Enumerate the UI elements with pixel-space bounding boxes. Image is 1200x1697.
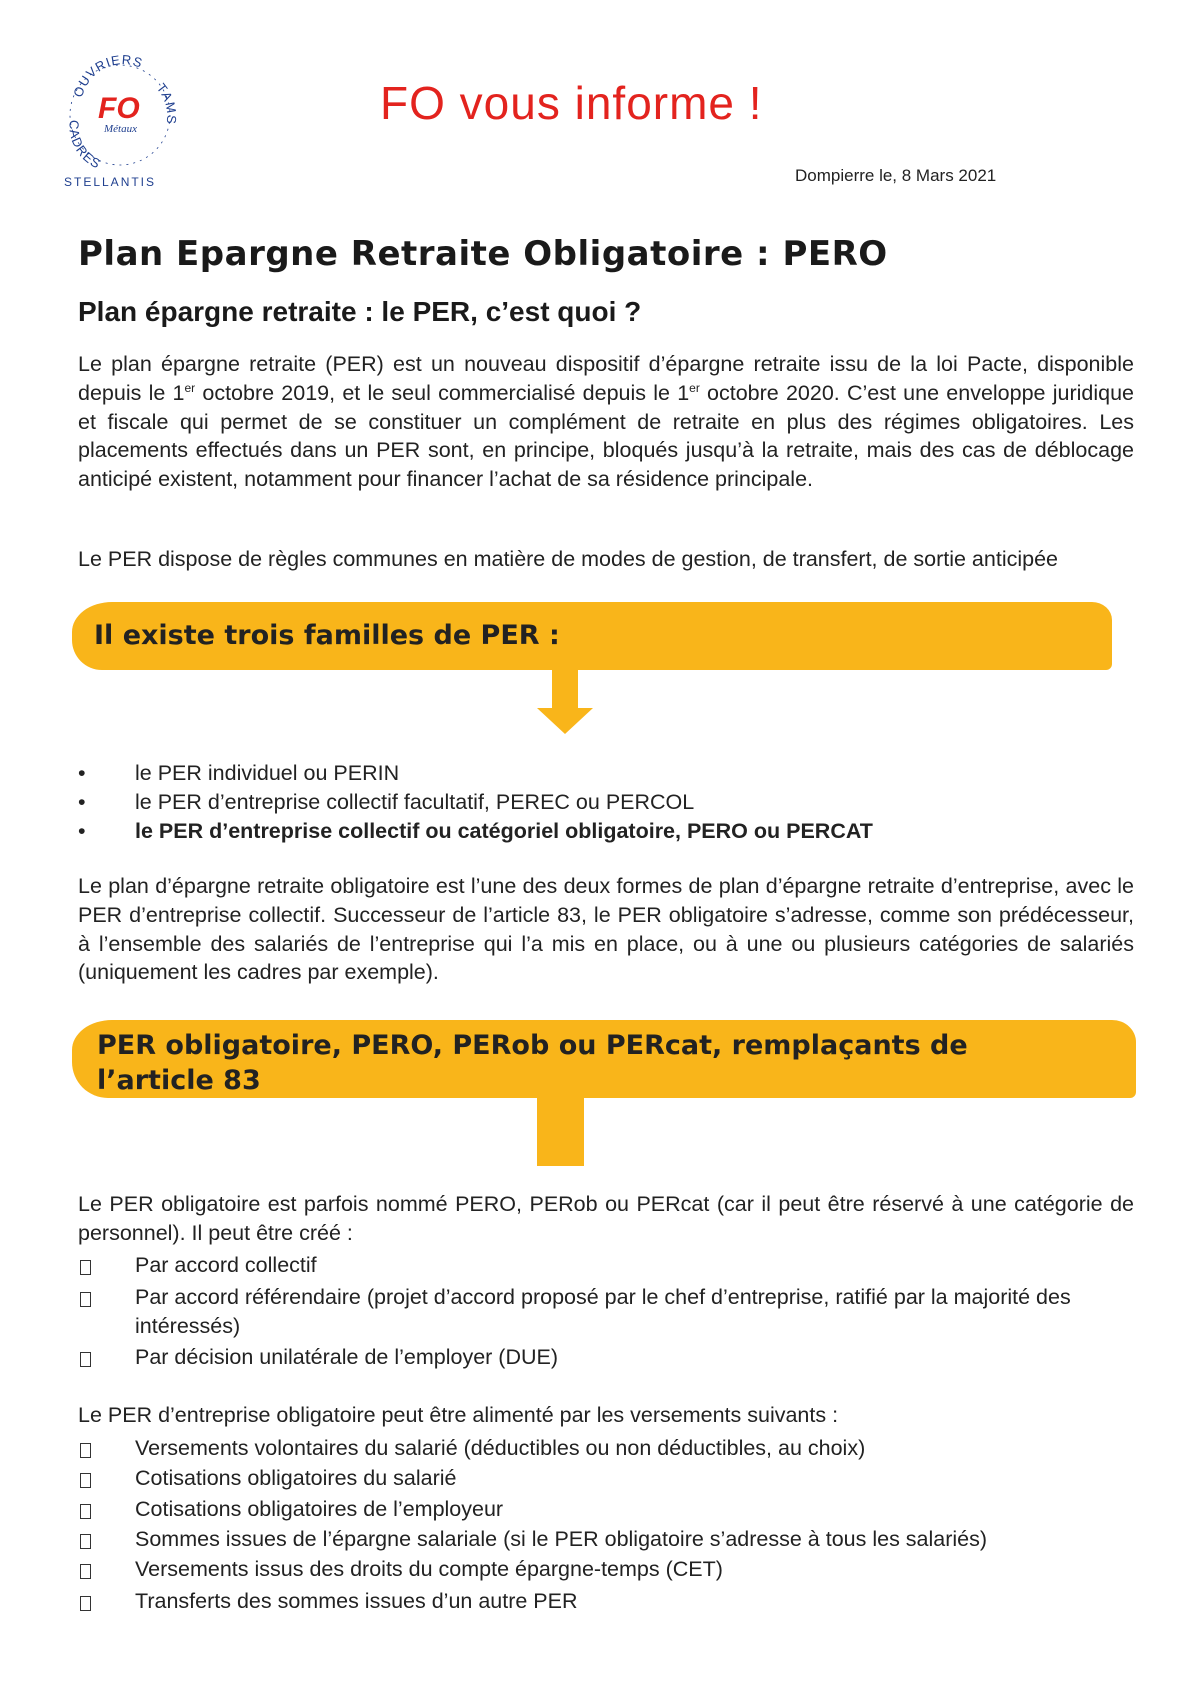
pero-paragraph: Le plan d’épargne retraite obligatoire est l’une des deux formes de plan d’épargne retraite d’entreprise, avec le PER d’entreprise collectif. Successeur de l’article 83, le PER obligatoire s’adresse, comme son prédécesseur, à l’ensemble des salariés de l’entreprise qui l’a mis en place, ou à une ou plusieurs catégories de salariés (uniquement les cadres par exemple). bbox=[78, 874, 1134, 985]
logo-company: STELLANTIS bbox=[64, 175, 157, 189]
header-title: FO vous informe ! bbox=[380, 77, 763, 129]
connector-bar bbox=[537, 1096, 584, 1166]
section-subtitle: Plan épargne retraite : le PER, c’est quoi ? bbox=[78, 296, 642, 327]
creation-paragraph: Le PER obligatoire est parfois nommé PERO, PERob ou PERcat (car il peut être réservé à une catégorie de personnel). Il peut être créé : bbox=[78, 1192, 1134, 1245]
checkbox-bullet-icon bbox=[80, 1443, 91, 1458]
list-item: Versements issus des droits du compte épargne-temps (CET) bbox=[78, 1555, 1138, 1584]
rules-paragraph: Le PER dispose de règles communes en matière de modes de gestion, de transfert, de sortie anticipée bbox=[78, 547, 1058, 571]
checkbox-bullet-icon bbox=[80, 1352, 91, 1367]
list-item: Par décision unilatérale de l’employer (DUE) bbox=[78, 1343, 1138, 1372]
per-families-list bbox=[78, 759, 1138, 845]
checkbox-bullet-icon bbox=[80, 1504, 91, 1519]
logo-fo: FO bbox=[98, 92, 140, 125]
contributions-list bbox=[78, 1434, 1138, 1616]
bullet-icon: • bbox=[78, 789, 86, 814]
checkbox-bullet-icon bbox=[80, 1473, 91, 1488]
arrow-down-icon bbox=[537, 668, 593, 734]
bullet-icon: • bbox=[78, 818, 86, 843]
checkbox-bullet-icon bbox=[80, 1292, 91, 1307]
list-item: Par accord collectif bbox=[78, 1251, 1138, 1280]
list-item: Transferts des sommes issues d’un autre PER bbox=[78, 1587, 1138, 1616]
list-item: • le PER individuel ou PERIN bbox=[78, 759, 1138, 788]
banner-families-text: Il existe trois familles de PER : bbox=[94, 620, 560, 651]
checkbox-bullet-icon bbox=[80, 1596, 91, 1611]
list-item: • le PER d’entreprise collectif facultatif, PEREC ou PERCOL bbox=[78, 788, 1138, 817]
fo-stellantis-logo bbox=[60, 40, 180, 190]
checkbox-bullet-icon bbox=[80, 1534, 91, 1549]
creation-methods-list bbox=[78, 1251, 1138, 1372]
list-item: Versements volontaires du salarié (déductibles ou non déductibles, au choix) bbox=[78, 1434, 1138, 1463]
banner-pero-text: PER obligatoire, PERO, PERob ou PERcat, remplaçants de l’article 83 bbox=[97, 1030, 968, 1096]
logo-text-top: OUVRIERS bbox=[70, 51, 145, 99]
checkbox-bullet-icon bbox=[80, 1564, 91, 1579]
logo-text-bottom: CADRES bbox=[66, 119, 104, 172]
document-date: Dompierre le, 8 Mars 2021 bbox=[795, 166, 997, 185]
list-item: Cotisations obligatoires de l’employeur bbox=[78, 1495, 1138, 1524]
contributions-paragraph: Le PER d’entreprise obligatoire peut être alimenté par les versements suivants : bbox=[78, 1403, 839, 1427]
svg-text:CADRES bbox=[66, 120, 103, 172]
list-item: Sommes issues de l’épargne salariale (si le PER obligatoire s’adresse à tous les salariés) bbox=[78, 1525, 1138, 1554]
list-item: Cotisations obligatoires du salarié bbox=[78, 1464, 1138, 1493]
logo-text-right: TAMS bbox=[153, 80, 180, 126]
logo-metaux: Métaux bbox=[104, 123, 137, 135]
document-title: Plan Epargne Retraite Obligatoire : PERO bbox=[78, 234, 888, 274]
svg-text:TAMS bbox=[154, 81, 180, 126]
list-item: • le PER d’entreprise collectif ou catégoriel obligatoire, PERO ou PERCAT bbox=[78, 817, 1138, 846]
intro-paragraph: Le plan épargne retraite (PER) est un nouveau dispositif d’épargne retraite issu de la loi Pacte, disponible depuis le 1er octobre 2019, et le seul commercialisé depuis le 1er octobre 2020. C’est une enveloppe juridique et fiscale qui permet de se constituer un complément de retraite en plus des régimes obligatoires. Les placements effectués dans un PER sont, en principe, bloqués jusqu’à la retraite, mais des cas de déblocage anticipé existent, notamment pour financer l’achat de sa résidence principale. bbox=[78, 352, 1134, 492]
list-item: Par accord référendaire (projet d’accord proposé par le chef d’entreprise, ratifié par la majorité des intéressés) bbox=[78, 1283, 1138, 1341]
bullet-icon: • bbox=[78, 761, 86, 785]
checkbox-bullet-icon bbox=[80, 1260, 91, 1275]
